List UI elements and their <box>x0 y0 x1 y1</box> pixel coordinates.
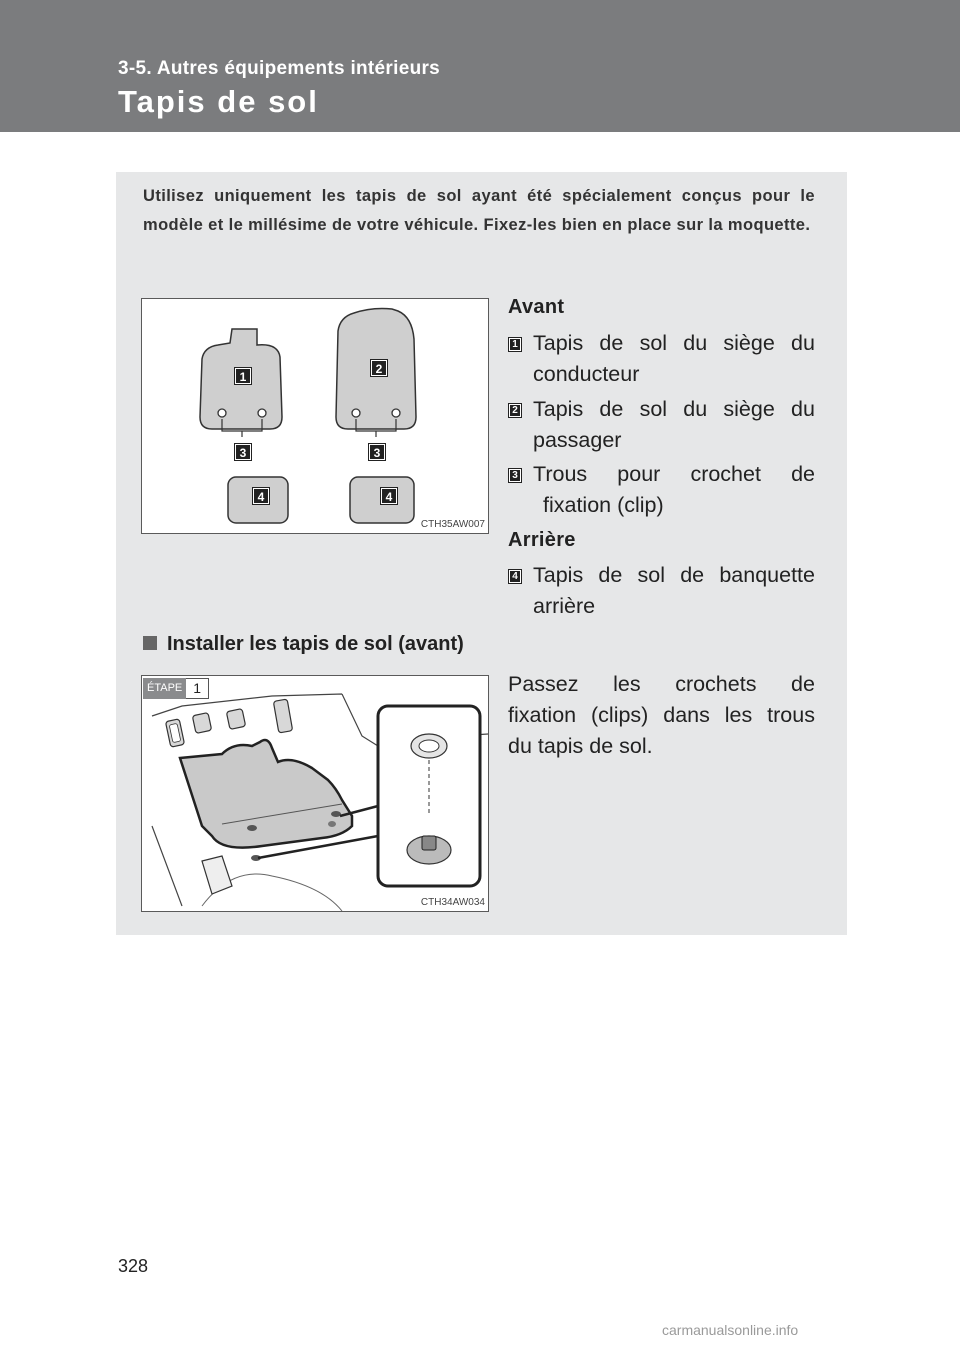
front-item-2-line2: passager <box>533 428 622 452</box>
rear-item-1-line1: Tapis de sol de banquette <box>533 563 815 587</box>
rear-heading: Arrière <box>508 529 576 551</box>
fig-label-1: 1 <box>239 370 247 384</box>
install-line3: du tapis de sol. <box>508 734 653 758</box>
fig-label-4b: 4 <box>385 490 393 504</box>
fig-label-3a: 3 <box>239 446 247 460</box>
page-title: Tapis de sol <box>118 84 319 119</box>
square-bullet-icon <box>143 636 157 650</box>
front-item-3-line1: Trous pour crochet de <box>533 462 815 486</box>
install-diagram <box>142 676 488 911</box>
floor-mats-figure <box>141 298 489 534</box>
fig-label-4a: 4 <box>257 490 265 504</box>
rear-item-1-line2: arrière <box>533 594 596 618</box>
fig-label-3b: 3 <box>373 446 381 460</box>
intro-text: Utilisez uniquement les tapis de sol ayant été spécialement conçus pour le modèle et le millésime de votre véhicule. Fixez-les bien en place sur la moquette. <box>143 187 815 234</box>
badge-3: 3 <box>508 468 522 483</box>
install-heading: Installer les tapis de sol (avant) <box>143 633 464 656</box>
step-word: ÉTAPE <box>143 678 186 699</box>
badge-4: 4 <box>508 569 522 584</box>
step-number: 1 <box>186 678 209 699</box>
front-item-2 <box>533 394 815 456</box>
fig-label-2: 2 <box>375 362 383 376</box>
rear-item-1 <box>533 560 815 622</box>
install-line1: Passez les crochets de <box>508 672 815 696</box>
front-item-2-line1: Tapis de sol du siège du <box>533 397 815 421</box>
front-item-3 <box>533 459 815 521</box>
step-badge <box>143 678 209 699</box>
badge-1: 1 <box>508 337 522 352</box>
watermark: carmanualsonline.info <box>662 1322 799 1338</box>
badge-2: 2 <box>508 403 522 418</box>
front-item-3-line2: fixation (clip) <box>543 493 664 517</box>
page-header <box>0 0 960 132</box>
install-line2: fixation (clips) dans les trous <box>508 703 815 727</box>
install-figure <box>141 675 489 912</box>
figure-code: CTH35AW007 <box>420 519 485 530</box>
installed-mat-shape <box>180 740 352 848</box>
front-heading: Avant <box>508 296 565 318</box>
figure-code-2: CTH34AW034 <box>420 897 485 908</box>
floor-mats-diagram <box>142 299 488 533</box>
front-item-1-line2: conducteur <box>533 362 640 386</box>
front-item-1 <box>533 328 815 390</box>
section-label: 3-5. Autres équipements intérieurs <box>118 58 441 79</box>
page-number: 328 <box>118 1256 149 1276</box>
front-item-1-line1: Tapis de sol du siège du <box>533 331 815 355</box>
install-text <box>508 669 815 762</box>
